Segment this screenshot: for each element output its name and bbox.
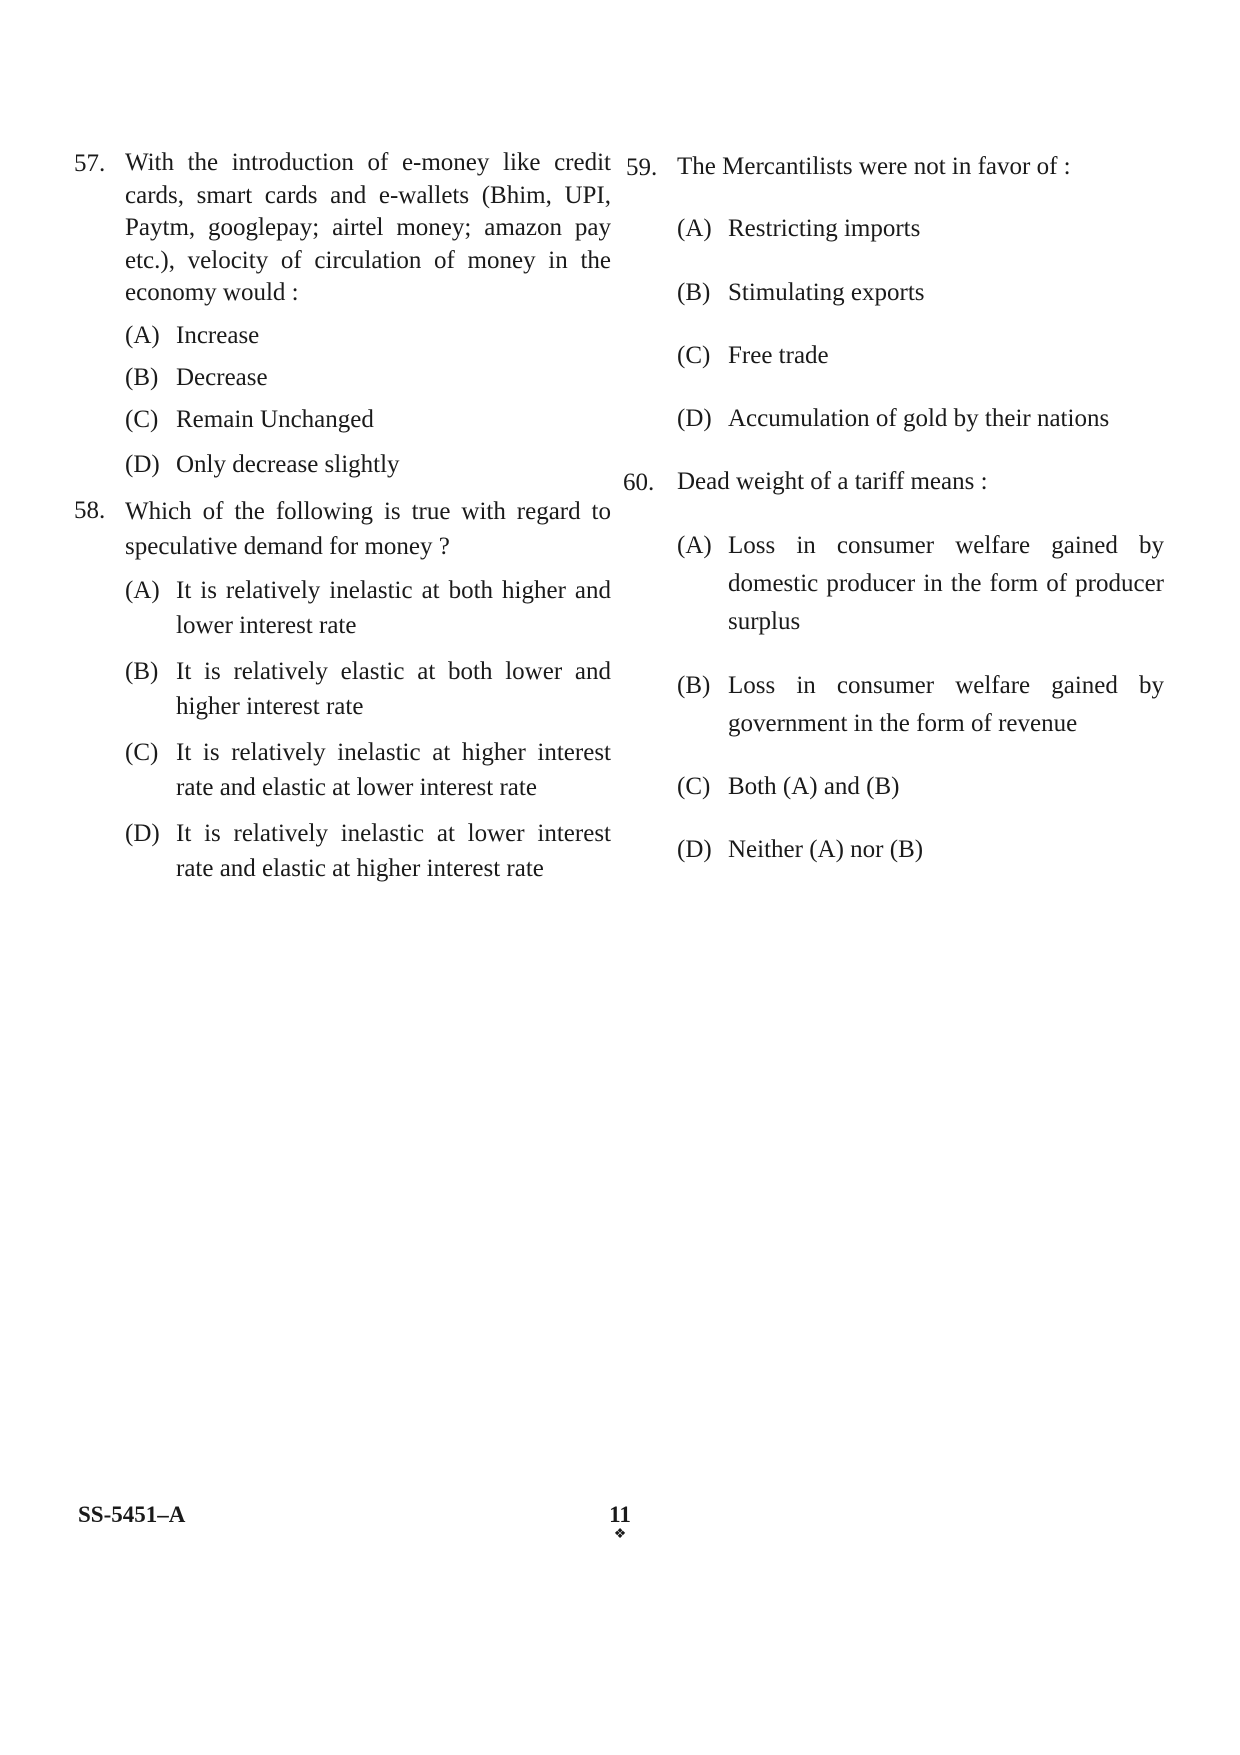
option-key: (A) [677, 215, 712, 242]
option-text: It is relatively inelastic at both higher and lower interest rate [176, 577, 611, 639]
option-text: It is relatively inelastic at higher interest rate and elastic at lower interest rate [176, 739, 611, 801]
option-57-a[interactable] [125, 318, 611, 353]
option-key: (B) [125, 658, 159, 685]
option-key: (A) [125, 322, 160, 349]
option-key: (D) [677, 836, 712, 863]
question-57 [74, 147, 611, 310]
option-key: (B) [677, 672, 711, 699]
question-number: 58. [74, 497, 106, 524]
option-key: (D) [125, 451, 160, 478]
diamond-ornament-icon: ❖ [613, 1527, 627, 1542]
question-59 [626, 151, 1164, 184]
option-key: (A) [677, 532, 712, 559]
question-text: With the introduction of e-money like credit cards, smart cards and e-wallets (Bhim, UPI, Paytm, googlepay; airtel money; amazon pay etc.), velocity of circulation of money in the economy would : [125, 149, 611, 306]
option-58-b[interactable] [125, 654, 611, 724]
paper-code: SS-5451–A [78, 1502, 186, 1527]
option-60-b[interactable] [677, 667, 1164, 743]
question-60 [623, 466, 1164, 499]
option-58-d[interactable] [125, 816, 611, 886]
question-number: 60. [623, 469, 655, 496]
option-60-d[interactable] [677, 831, 1164, 869]
option-59-b[interactable] [677, 274, 1164, 312]
option-text: Accumulation of gold by their nations [728, 405, 1110, 432]
option-text: It is relatively elastic at both lower and higher interest rate [176, 658, 611, 720]
option-key: (B) [677, 279, 711, 306]
option-key: (B) [125, 364, 159, 391]
option-text: Loss in consumer welfare gained by domestic producer in the form of producer surplus [728, 532, 1164, 635]
question-number: 57. [74, 150, 106, 177]
option-text: Neither (A) nor (B) [728, 836, 924, 863]
question-text: The Mercantilists were not in favor of : [677, 153, 1071, 180]
option-text: Loss in consumer welfare gained by government in the form of revenue [728, 672, 1164, 737]
option-text: Stimulating exports [728, 279, 925, 306]
option-key: (D) [677, 405, 712, 432]
question-number: 59. [626, 154, 658, 181]
option-57-b[interactable] [125, 360, 611, 395]
option-text: It is relatively inelastic at lower interest rate and elastic at higher interest rate [176, 820, 611, 882]
option-key: (C) [677, 342, 711, 369]
option-59-d[interactable] [677, 400, 1164, 438]
option-text: Only decrease slightly [176, 451, 400, 478]
option-59-a[interactable] [677, 210, 1164, 248]
option-text: Free trade [728, 342, 829, 369]
option-57-c[interactable] [125, 402, 611, 437]
question-58 [74, 494, 611, 564]
option-key: (A) [125, 577, 160, 604]
option-60-a[interactable] [677, 527, 1164, 641]
option-key: (C) [125, 739, 159, 766]
option-60-c[interactable] [677, 768, 1164, 806]
option-58-a[interactable] [125, 573, 611, 643]
option-text: Both (A) and (B) [728, 773, 900, 800]
option-57-d[interactable] [125, 447, 611, 482]
option-text: Restricting imports [728, 215, 921, 242]
option-text: Remain Unchanged [176, 406, 374, 433]
question-text: Which of the following is true with regard to speculative demand for money ? [125, 498, 611, 560]
option-text: Increase [176, 322, 260, 349]
option-text: Decrease [176, 364, 268, 391]
option-key: (D) [125, 820, 160, 847]
option-key: (C) [125, 406, 159, 433]
option-key: (C) [677, 773, 711, 800]
option-59-c[interactable] [677, 337, 1164, 375]
option-58-c[interactable] [125, 735, 611, 805]
page-number: 11 [609, 1502, 631, 1527]
question-text: Dead weight of a tariff means : [677, 468, 988, 495]
